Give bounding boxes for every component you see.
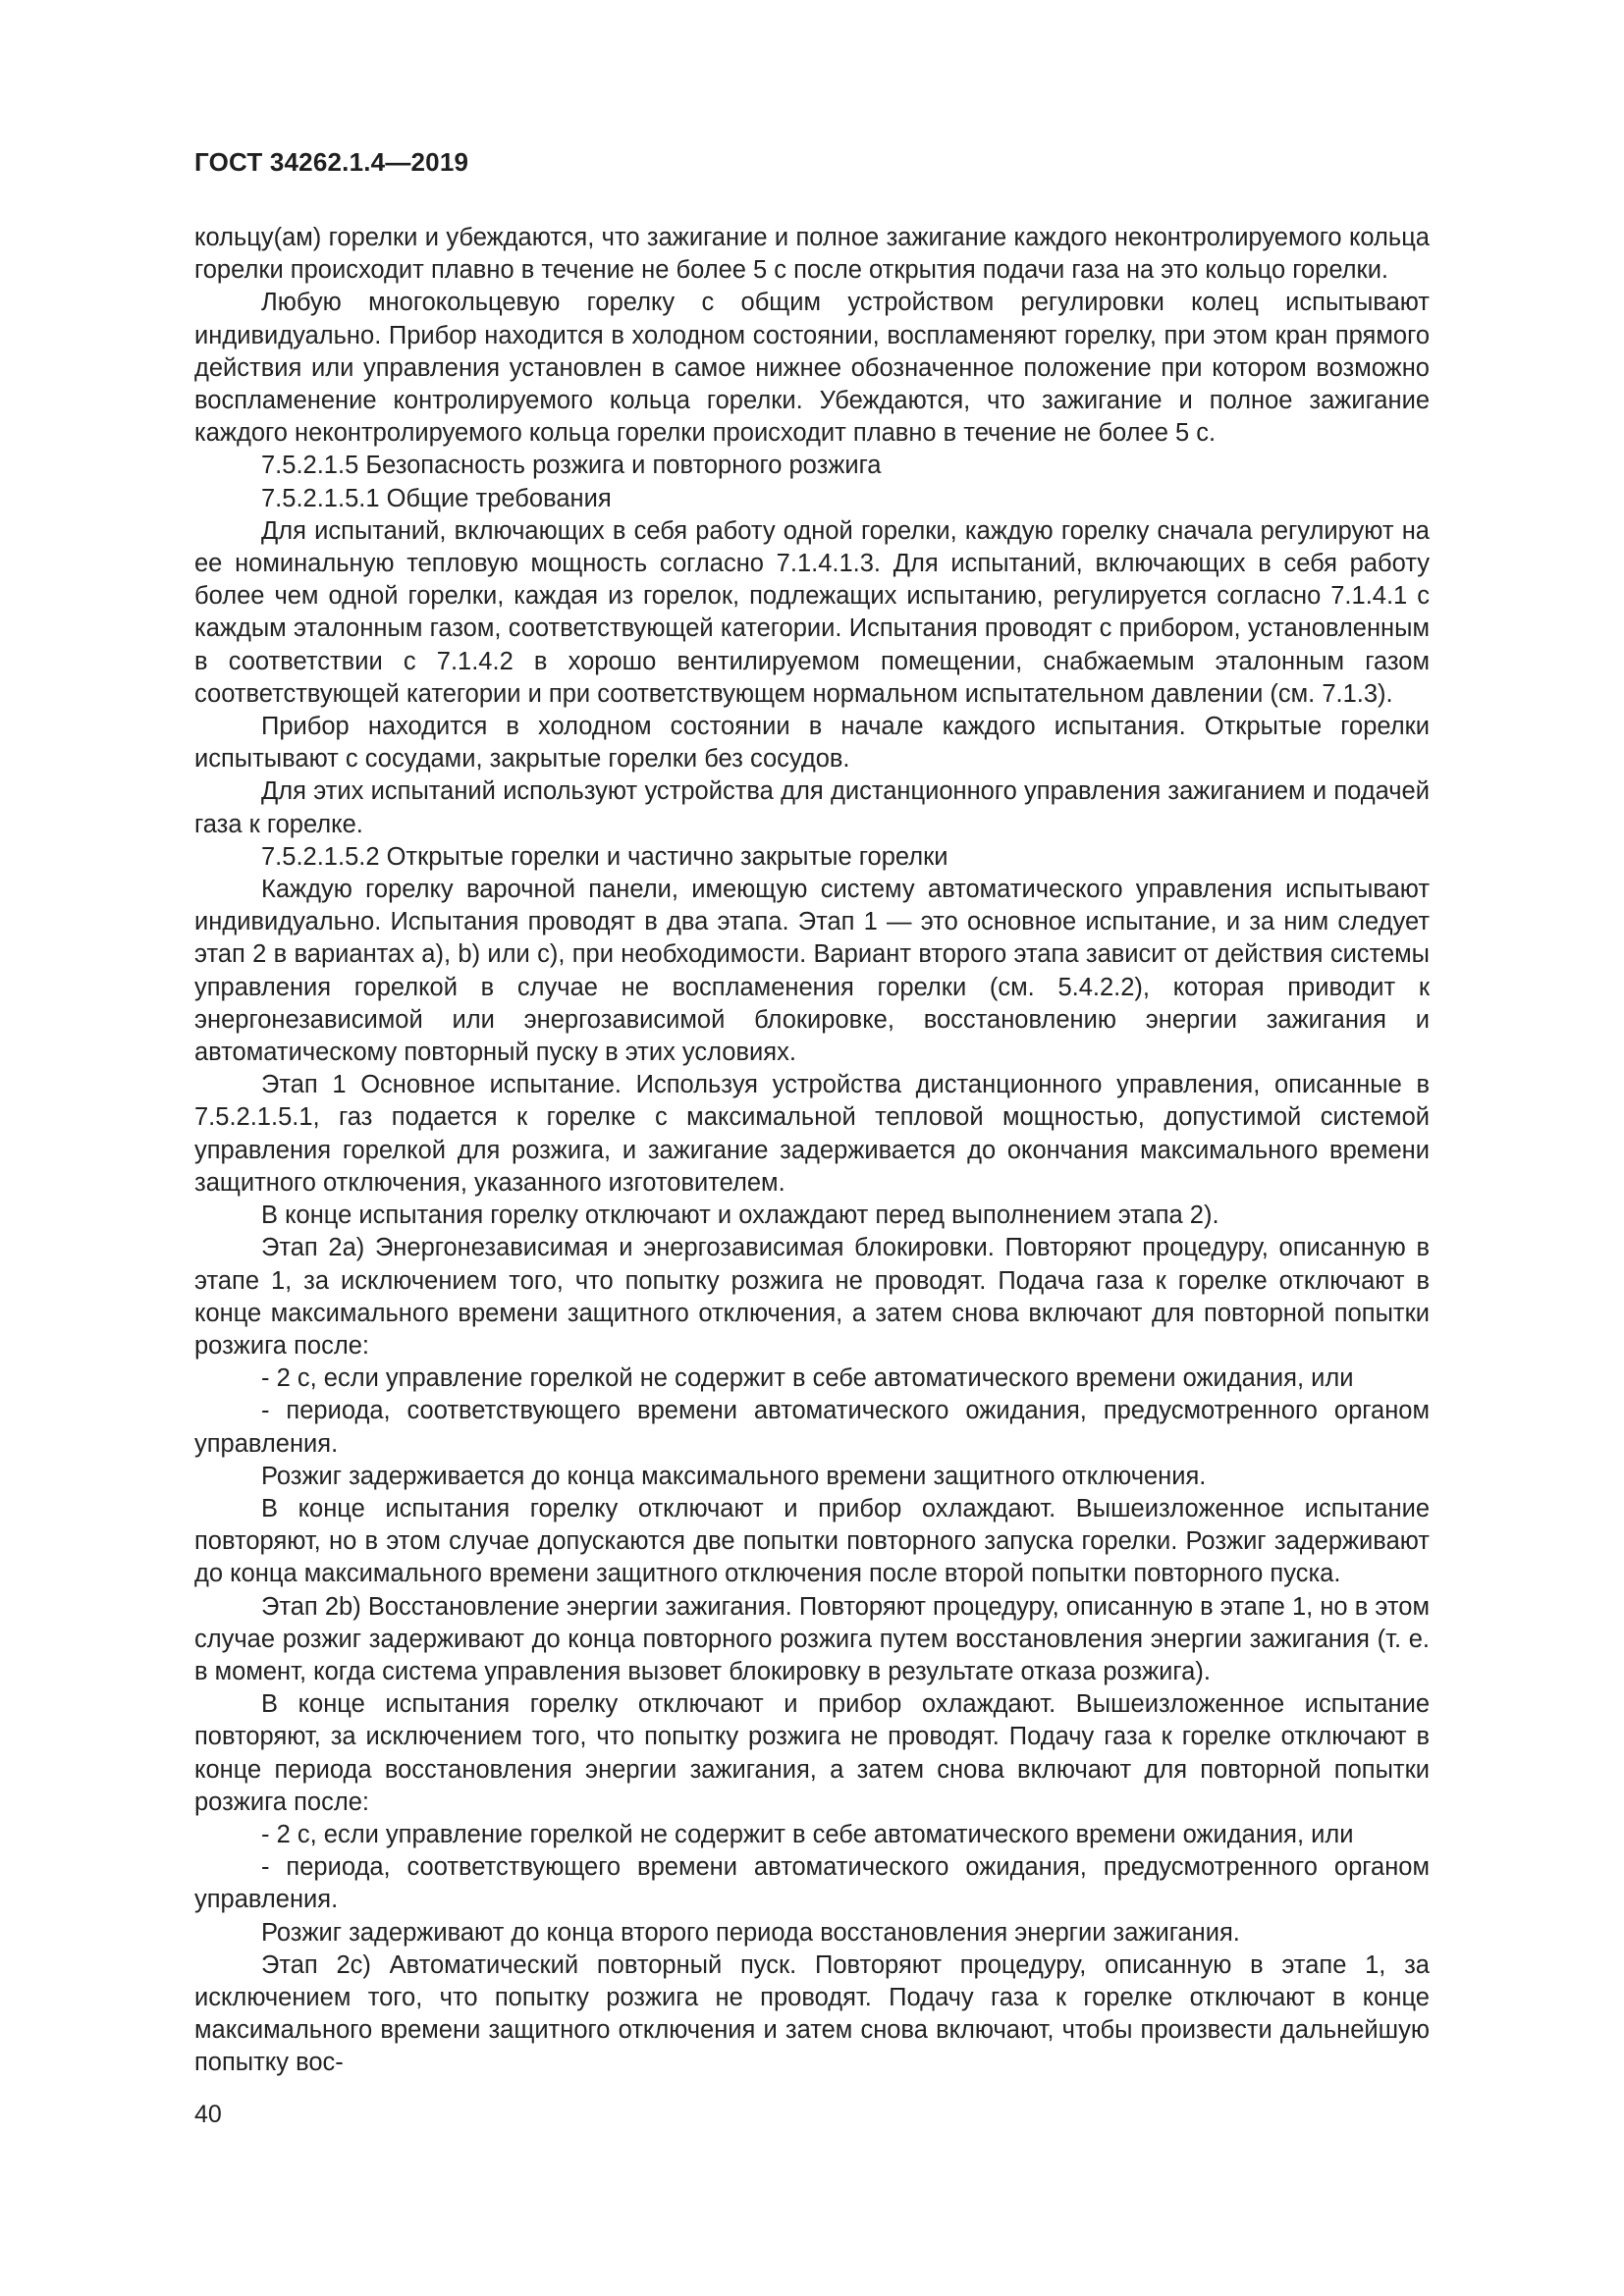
- paragraph: Этап 1 Основное испытание. Используя устройства дистанционного управления, описанные в 7.5.2.1.5.1, газ подается к горелке с максимальной тепловой мощностью, допустимой системой управления горелкой для розжига, и зажигание задерживается до окончания максимального времени защитного отключения, указанного изготовителем.: [194, 1071, 1430, 1197]
- paragraph: Розжиг задерживается до конца максимального времени защитного отключения.: [261, 1462, 1207, 1490]
- section-heading: 7.5.2.1.5.1 Общие требования: [261, 484, 612, 512]
- section-heading: 7.5.2.1.5 Безопасность розжига и повторного розжига: [261, 452, 882, 480]
- paragraph: Для испытаний, включающих в себя работу одной горелки, каждую горелку сначала регулируют на ее номинальную тепловую мощность согласно 7.1.4.1.3. Для испытаний, включающих в себя работу более чем одной горелки, каждая из горелок, подлежащих испытанию, регулируется согласно 7.1.4.1 с каждым эталонным газом, соответствующей категории. Испытания проводят с прибором, установленным в соответствии с 7.1.4.2 в хорошо вентилируемом помещении, снабжаемым эталонным газом соответствующей категории и при соответствующем нормальном испытательном давлении (см. 7.1.3).: [194, 516, 1430, 708]
- document-body: [194, 222, 1430, 2080]
- paragraph: Любую многокольцевую горелку с общим устройством регулировки колец испытывают индивидуально. Прибор находится в холодном состоянии, воспламеняют горелку, при этом кран прямого действия или управления установлен в самое нижнее обозначенное положение при котором возможно воспламенение контролируемого кольца горелки. Убеждаются, что зажигание и полное зажигание каждого неконтролируемого кольца горелки происходит плавно в течение не более 5 с.: [194, 289, 1430, 448]
- paragraph: Каждую горелку варочной панели, имеющую систему автоматического управления испытывают индивидуально. Испытания проводят в два этапа. Этап 1 — это основное испытание, и за ним следует этап 2 в вариантах a), b) или c), при необходимости. Вариант второго этапа зависит от действия системы управления горелкой в случае не воспламенения горелки (см. 5.4.2.2), которая приводит к энергонезависимой или энергозависимой блокировке, восстановлению энергии зажигания и автоматическому повторный пуску в этих условиях.: [194, 876, 1430, 1067]
- paragraph: Этап 2c) Автоматический повторный пуск. Повторяют процедуру, описанную в этапе 1, за исключением того, что попытку розжига не проводят. Подачу газа к горелке отключают в конце максимального времени защитного отключения и затем снова включают, чтобы произвести дальнейшую попытку вос-: [194, 1950, 1430, 2077]
- paragraph: Прибор находится в холодном состоянии в начале каждого испытания. Открытые горелки испытывают с сосудами, закрытые горелки без сосудов.: [194, 713, 1430, 774]
- paragraph: В конце испытания горелку отключают и прибор охлаждают. Вышеизложенное испытание повторяют, за исключением того, что попытку розжига не проводят. Подачу газа к горелке отключают в конце периода восстановления энергии зажигания, а затем снова включают для повторной попытки розжига после:: [194, 1690, 1430, 1816]
- paragraph: Этап 2a) Энергонезависимая и энергозависимая блокировки. Повторяют процедуру, описанную в этапе 1, за исключением того, что попытку розжига не проводят. Подача газа к горелке отключают в конце максимального времени защитного отключения, а затем снова включают для повторной попытки розжига после:: [194, 1234, 1430, 1360]
- paragraph: Розжиг задерживают до конца второго периода восстановления энергии зажигания.: [261, 1918, 1240, 1947]
- paragraph: В конце испытания горелку отключают и прибор охлаждают. Вышеизложенное испытание повторяют, но в этом случае допускаются две попытки повторного запуска горелки. Розжиг задерживают до конца максимального времени защитного отключения после второй попытки повторного пуска.: [194, 1494, 1430, 1588]
- list-item: - 2 с, если управление горелкой не содержит в себе автоматического времени ожидания, или: [261, 1364, 1354, 1393]
- list-item: - 2 с, если управление горелкой не содержит в себе автоматического времени ожидания, или: [261, 1820, 1354, 1848]
- section-heading: 7.5.2.1.5.2 Открытые горелки и частично закрытые горелки: [261, 842, 948, 871]
- document-header: ГОСТ 34262.1.4—2019: [194, 147, 469, 177]
- list-item: - периода, соответствующего времени автоматического ожидания, предусмотренного органом управления.: [194, 1853, 1430, 1914]
- list-item: - периода, соответствующего времени автоматического ожидания, предусмотренного органом управления.: [194, 1397, 1430, 1458]
- paragraph: Этап 2b) Восстановление энергии зажигания. Повторяют процедуру, описанную в этапе 1, но в этом случае розжиг задерживают до конца повторного розжига путем восстановления энергии зажигания (т. е. в момент, когда система управления вызовет блокировку в результате отказа розжига).: [194, 1592, 1430, 1685]
- paragraph: кольцу(ам) горелки и убеждаются, что зажигание и полное зажигание каждого неконтролируемого кольца горелки происходит плавно в течение не более 5 с после открытия подачи газа на это кольцо горелки.: [194, 224, 1430, 285]
- page-number: 40: [194, 2101, 222, 2128]
- paragraph: В конце испытания горелку отключают и охлаждают перед выполнением этапа 2).: [261, 1201, 1219, 1230]
- paragraph: Для этих испытаний используют устройства для дистанционного управления зажиганием и подачей газа к горелке.: [194, 777, 1430, 838]
